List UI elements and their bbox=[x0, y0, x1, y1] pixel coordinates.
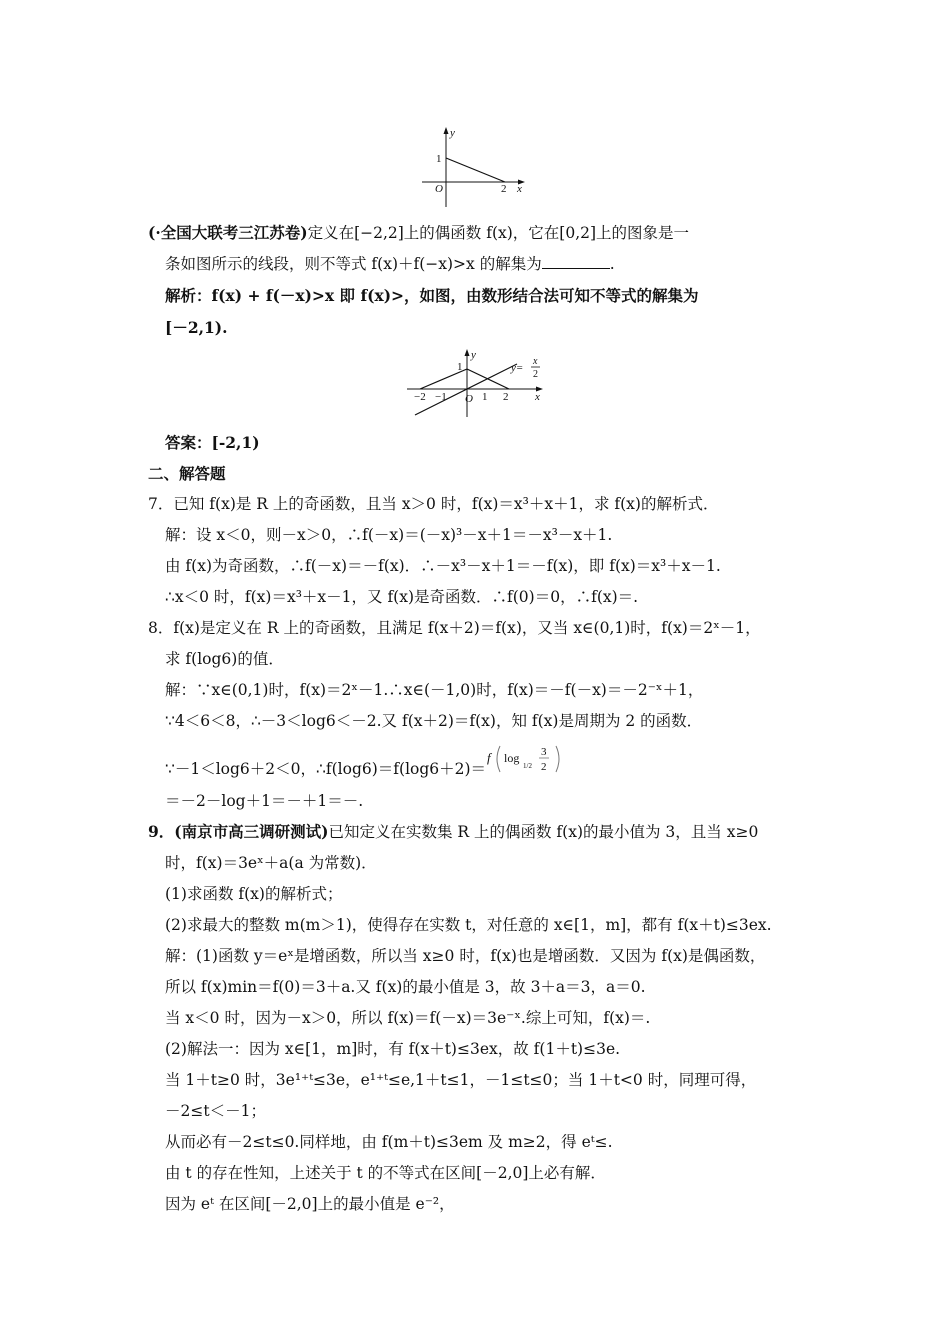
p9-solution-8: 由 t 的存在性知，上述关于 t 的不等式在区间[－2,0]上必有解． bbox=[165, 1164, 606, 1182]
p9-question-2: 时，f(x)＝3eˣ＋a(a 为常数)． bbox=[165, 854, 377, 872]
fig2-x-label: x bbox=[535, 391, 540, 403]
p6-text2-end: . bbox=[609, 255, 615, 273]
formula-image bbox=[486, 742, 568, 776]
p9-solution-2: 所以 f(x)min＝f(0)＝3＋a.又 f(x)的最小值是 3，故 3＋a＝3，a＝0. bbox=[165, 978, 646, 996]
fig2-frac-num: x bbox=[533, 356, 538, 367]
fig2-neg1-label: −1 bbox=[435, 391, 447, 403]
p6-text2: 条如图所示的线段，则不等式 f(x)＋f(−x)>x 的解集为 bbox=[165, 255, 542, 273]
figure-intersection-graph bbox=[405, 347, 550, 419]
fig2-neg2-label: −2 bbox=[414, 391, 426, 403]
fig2-y-label: y bbox=[471, 349, 476, 361]
fig1-x-label: x bbox=[517, 183, 522, 195]
fig2-pos2-label: 2 bbox=[503, 391, 509, 403]
formula-den: 2 bbox=[541, 761, 547, 773]
fig2-line-label: y= bbox=[511, 362, 524, 374]
section-heading: 二、解答题 bbox=[148, 464, 226, 483]
p9-solution-7: 从而必有－2≤t≤0.同样地，由 f(m＋t)≤3em 及 m≥2，得 eᵗ≤. bbox=[165, 1133, 613, 1151]
p6-line2 bbox=[165, 253, 615, 275]
fig2-frac-den: 2 bbox=[533, 369, 538, 380]
fig1-one-label: 1 bbox=[436, 153, 442, 165]
p8-solution-2: ∵4＜6＜8，∴－3＜log6＜－2.又 f(x＋2)＝f(x)，知 f(x)是周期为 2 的函数． bbox=[165, 712, 703, 730]
fig1-two-label: 2 bbox=[501, 183, 507, 195]
fig1-origin-label: O bbox=[435, 183, 443, 195]
p9-question-4: (2)求最大的整数 m(m＞1)，使得存在实数 t，对任意的 x∈[1，m]，都有 f(x＋t)≤3ex. bbox=[165, 916, 772, 934]
p6-answer: 答案：[-2,1) bbox=[165, 433, 260, 452]
p8-solution-1: 解：∵x∈(0,1)时，f(x)＝2ˣ－1.∴x∈(－1,0)时，f(x)＝－f(－x)＝－2⁻ˣ＋1， bbox=[165, 681, 704, 699]
p6-source: (·全国大联考三江苏卷) bbox=[148, 223, 308, 242]
p9-source: 9．(南京市高三调研测试) bbox=[148, 822, 329, 841]
p8-question-1: 8．f(x)是定义在 R 上的奇函数，且满足 f(x＋2)＝f(x)，又当 x∈(0,1)时，f(x)＝2ˣ－1， bbox=[148, 619, 761, 637]
formula-log: log bbox=[504, 751, 520, 765]
p9-solution-5: 当 1＋t≥0 时，3e¹⁺ᵗ≤3e，e¹⁺ᵗ≤e,1＋t≤1，－1≤t≤0；当 1＋t<0 时，同理可得， bbox=[165, 1071, 757, 1089]
p7-solution-2: 由 f(x)为奇函数，∴f(－x)＝－f(x)．∴－x³－x＋1＝－f(x)，即 f(x)＝x³＋x－1. bbox=[165, 557, 721, 575]
figure-segment-graph bbox=[410, 125, 535, 210]
p9-solution-1: 解：(1)函数 y＝eˣ是增函数，所以当 x≥0 时，f(x)也是增函数．又因为 f(x)是偶函数， bbox=[165, 947, 766, 965]
p6-analysis: 解析：f(x) + f(－x)>x 即 f(x)>，如图，由数形结合法可知不等式的解集为 bbox=[165, 286, 699, 305]
answer-blank bbox=[542, 254, 610, 269]
p9-question-3: (1)求函数 f(x)的解析式； bbox=[165, 885, 343, 903]
formula-f: f bbox=[487, 750, 491, 765]
formula-num: 3 bbox=[541, 746, 547, 758]
fig1-y-label: y bbox=[450, 127, 455, 139]
p6-analysis-cont: [－2,1). bbox=[165, 318, 228, 337]
p8-solution-3 bbox=[165, 758, 486, 780]
formula-log-base: 1/2 bbox=[523, 762, 532, 770]
p9-solution-9: 因为 eᵗ 在区间[－2,0]上的最小值是 e⁻²， bbox=[165, 1195, 455, 1213]
p6-text1: 定义在[−2,2]上的偶函数 f(x)，它在[0,2]上的图象是一 bbox=[307, 224, 690, 242]
p9-solution-6: －2≤t＜－1； bbox=[165, 1102, 266, 1120]
p8-solution-3-text: ∵－1＜log6＋2＜0，∴f(log6)＝f(log6＋2)＝ bbox=[165, 760, 487, 778]
fig2-pos1-label: 1 bbox=[482, 391, 488, 403]
p7-solution-1: 解：设 x＜0，则－x＞0，∴f(－x)＝(－x)³－x＋1＝－x³－x＋1. bbox=[165, 526, 613, 544]
p9-solution-4: (2)解法一：因为 x∈[1，m]时，有 f(x＋t)≤3ex，故 f(1＋t)≤3e. bbox=[165, 1040, 621, 1058]
p8-question-2: 求 f(log6)的值． bbox=[165, 650, 284, 668]
p6-line1 bbox=[148, 222, 689, 244]
fig2-origin-label: O bbox=[465, 393, 473, 405]
p9-question-1 bbox=[148, 821, 758, 843]
fig2-one-label: 1 bbox=[457, 361, 463, 373]
p8-solution-4: ＝－2－log＋1＝－＋1＝－. bbox=[165, 792, 364, 810]
p9-text1: 已知定义在实数集 R 上的偶函数 f(x)的最小值为 3，且当 x≥0 bbox=[328, 823, 759, 841]
p7-solution-3: ∴x＜0 时，f(x)＝x³＋x－1，又 f(x)是奇函数．∴f(0)＝0，∴f(x)＝. bbox=[165, 588, 639, 606]
p9-solution-3: 当 x＜0 时，因为－x＞0，所以 f(x)＝f(－x)＝3e⁻ˣ.综上可知，f(x)＝. bbox=[165, 1009, 651, 1027]
p7-question: 7．已知 f(x)是 R 上的奇函数，且当 x＞0 时，f(x)＝x³＋x＋1，求 f(x)的解析式． bbox=[148, 495, 719, 513]
